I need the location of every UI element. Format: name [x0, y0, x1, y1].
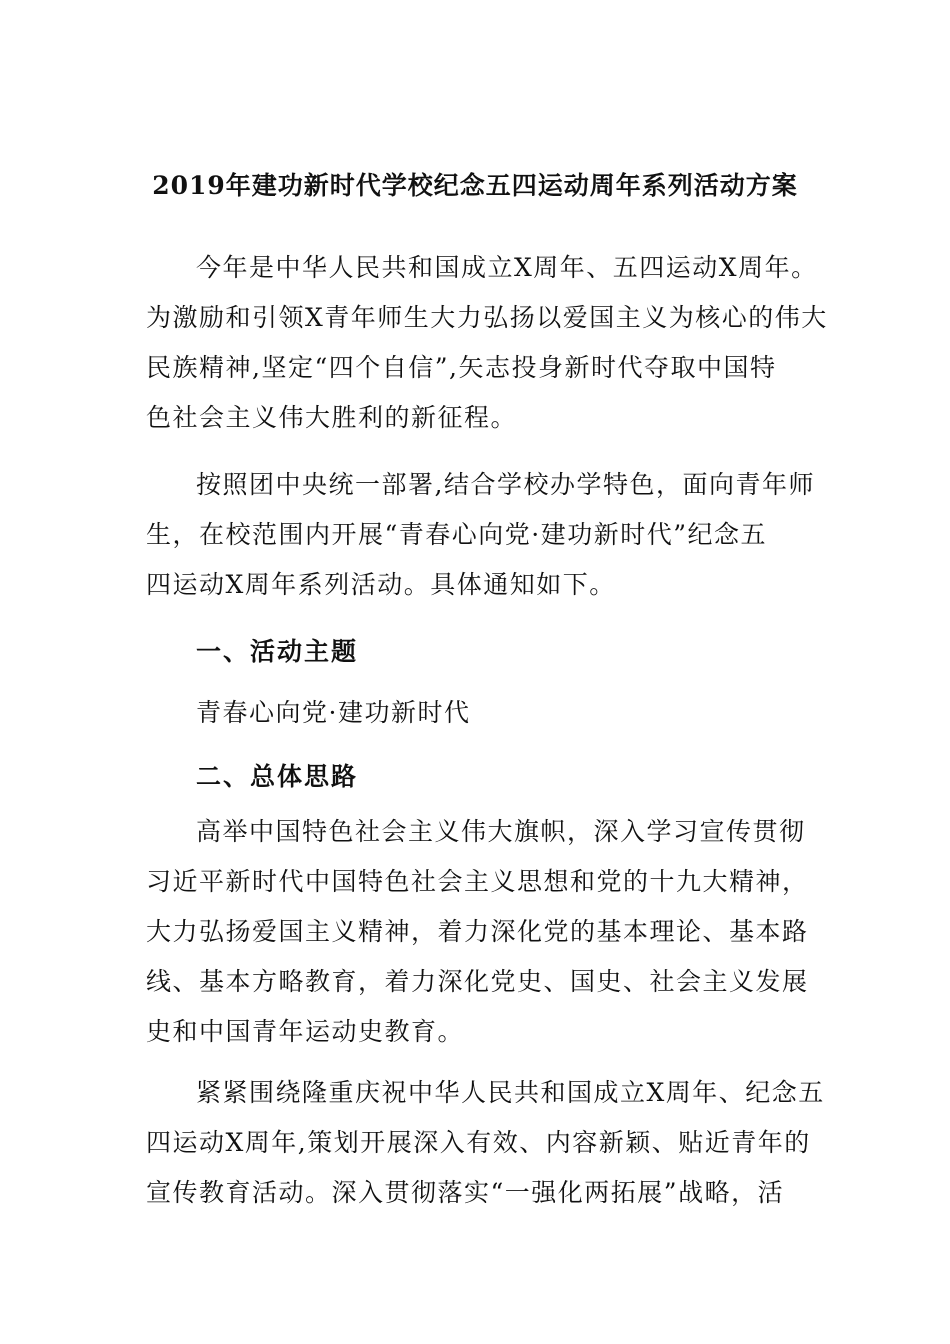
section-heading-approach: 二、总体思路	[196, 762, 359, 791]
paragraph-line: 四运动X周年,策划开展深入有效、内容新颖、贴近青年的	[146, 1128, 811, 1157]
paragraph-approach-1	[146, 807, 811, 1057]
paragraph-line: 四运动X周年系列活动。具体通知如下。	[146, 570, 616, 599]
paragraph-line: 为激励和引领X青年师生大力弘扬以爱国主义为核心的伟大	[146, 303, 828, 332]
paragraph-line: 大力弘扬爱国主义精神，着力深化党的基本理论、基本路	[146, 917, 809, 946]
paragraph-approach-2	[146, 1068, 825, 1218]
paragraph-line: 按照团中央统一部署,结合学校办学特色，面向青年师	[196, 470, 815, 499]
document-title: 2019年建功新时代学校纪念五四运动周年系列活动方案	[152, 171, 798, 200]
paragraph-line: 宣传教育活动。深入贯彻落实“一强化两拓展”战略，活	[146, 1178, 785, 1207]
paragraph-line: 生，在校范围内开展“青春心向党·建功新时代”纪念五	[146, 520, 768, 549]
paragraph-line: 习近平新时代中国特色社会主义思想和党的十九大精神，	[146, 867, 809, 896]
paragraph-deployment	[146, 460, 815, 610]
paragraph-line: 民族精神,坚定“四个自信”,矢志投身新时代夺取中国特	[146, 353, 777, 382]
paragraph-line: 色社会主义伟大胜利的新征程。	[146, 403, 518, 432]
section-theme-content: 青春心向党·建功新时代	[196, 698, 471, 727]
paragraph-intro	[146, 243, 828, 443]
paragraph-line: 紧紧围绕隆重庆祝中华人民共和国成立X周年、纪念五	[196, 1078, 825, 1107]
section-heading-theme: 一、活动主题	[196, 637, 359, 666]
paragraph-line: 高举中国特色社会主义伟大旗帜，深入学习宣传贯彻	[196, 817, 806, 846]
paragraph-line: 今年是中华人民共和国成立X周年、五四运动X周年。	[196, 253, 818, 282]
paragraph-line: 史和中国青年运动史教育。	[146, 1017, 465, 1046]
paragraph-line: 线、基本方略教育，着力深化党史、国史、社会主义发展	[146, 967, 809, 996]
